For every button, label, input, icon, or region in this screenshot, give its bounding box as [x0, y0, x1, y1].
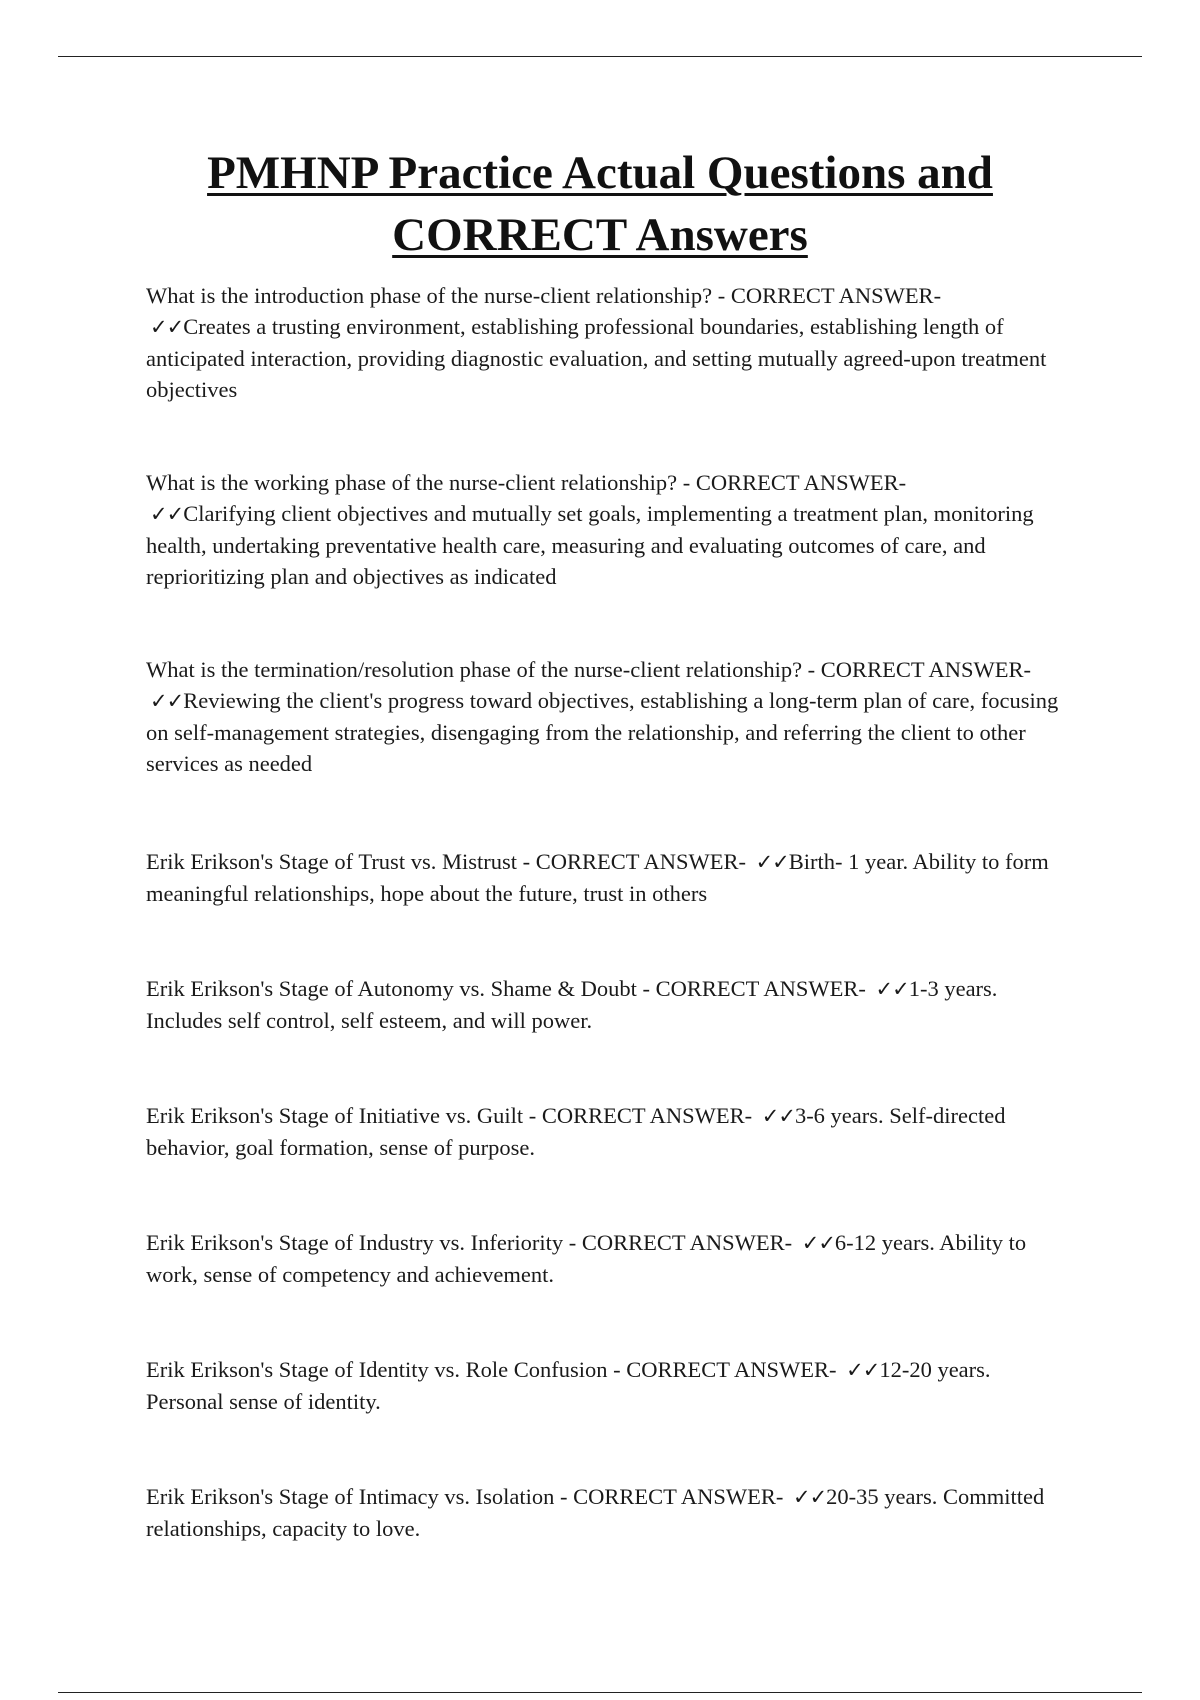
qa-answer: 1-3 years. Includes self control, self esteem, and will power. [146, 976, 998, 1033]
check-icon: ✓✓ [150, 689, 184, 713]
qa-item-intimacy-vs-isolation [146, 1481, 1066, 1544]
check-icon: ✓✓ [875, 977, 909, 1001]
qa-answer: Creates a trusting environment, establishing professional boundaries, establishing length of anticipated interaction, providing diagnostic evaluation, and setting mutually agreed-upon treatment objectives [146, 314, 1047, 402]
qa-item-introduction-phase [146, 280, 1066, 405]
qa-item-working-phase [146, 467, 1066, 592]
qa-question: What is the termination/resolution phase of the nurse-client relationship? - CORRECT ANSWER- [146, 657, 1032, 682]
check-icon: ✓✓ [801, 1231, 835, 1255]
qa-answer: Reviewing the client's progress toward objectives, establishing a long-term plan of care, focusing on self-management strategies, disengaging from the relationship, and referring the client to other services as needed [146, 688, 1059, 776]
qa-question: Erik Erikson's Stage of Initiative vs. Guilt - CORRECT ANSWER- [146, 1103, 753, 1128]
check-icon: ✓✓ [846, 1358, 880, 1382]
check-icon: ✓✓ [755, 850, 789, 874]
qa-question: Erik Erikson's Stage of Autonomy vs. Shame & Doubt - CORRECT ANSWER- [146, 976, 866, 1001]
qa-answer: 20-35 years. Committed relationships, capacity to love. [146, 1484, 1045, 1541]
qa-question: What is the introduction phase of the nurse-client relationship? - CORRECT ANSWER- [146, 283, 942, 308]
qa-item-initiative-vs-guilt [146, 1100, 1066, 1163]
qa-item-autonomy-vs-shame [146, 973, 1066, 1036]
page-title [100, 142, 1100, 266]
title-line-1: PMHNP Practice Actual Questions and [207, 147, 993, 199]
qa-question: Erik Erikson's Stage of Trust vs. Mistrust - CORRECT ANSWER- [146, 849, 746, 874]
qa-item-industry-vs-inferiority [146, 1227, 1066, 1290]
qa-item-termination-phase [146, 654, 1066, 779]
qa-answer: 3-6 years. Self-directed behavior, goal formation, sense of purpose. [146, 1103, 1006, 1160]
check-icon: ✓✓ [761, 1104, 795, 1128]
top-rule [58, 56, 1142, 57]
qa-question: Erik Erikson's Stage of Identity vs. Role Confusion - CORRECT ANSWER- [146, 1357, 837, 1382]
qa-answer: 12-20 years. Personal sense of identity. [146, 1357, 991, 1414]
qa-item-identity-vs-role-confusion [146, 1354, 1066, 1417]
qa-question: What is the working phase of the nurse-client relationship? - CORRECT ANSWER- [146, 470, 907, 495]
bottom-rule [58, 1692, 1142, 1693]
qa-question: Erik Erikson's Stage of Intimacy vs. Isolation - CORRECT ANSWER- [146, 1484, 784, 1509]
qa-question: Erik Erikson's Stage of Industry vs. Inferiority - CORRECT ANSWER- [146, 1230, 793, 1255]
check-icon: ✓✓ [150, 502, 184, 526]
qa-answer: Clarifying client objectives and mutually set goals, implementing a treatment plan, monitoring health, undertaking preventative health care, measuring and evaluating outcomes of care, and reprioritizing plan and objectives as indicated [146, 501, 1034, 589]
qa-answer: 6-12 years. Ability to work, sense of competency and achievement. [146, 1230, 1027, 1287]
qa-answer: Birth- 1 year. Ability to form meaningful relationships, hope about the future, trust in others [146, 849, 1049, 906]
qa-item-trust-vs-mistrust [146, 846, 1066, 909]
check-icon: ✓✓ [792, 1485, 827, 1509]
title-line-2: CORRECT Answers [392, 209, 808, 261]
check-icon: ✓✓ [150, 315, 184, 339]
